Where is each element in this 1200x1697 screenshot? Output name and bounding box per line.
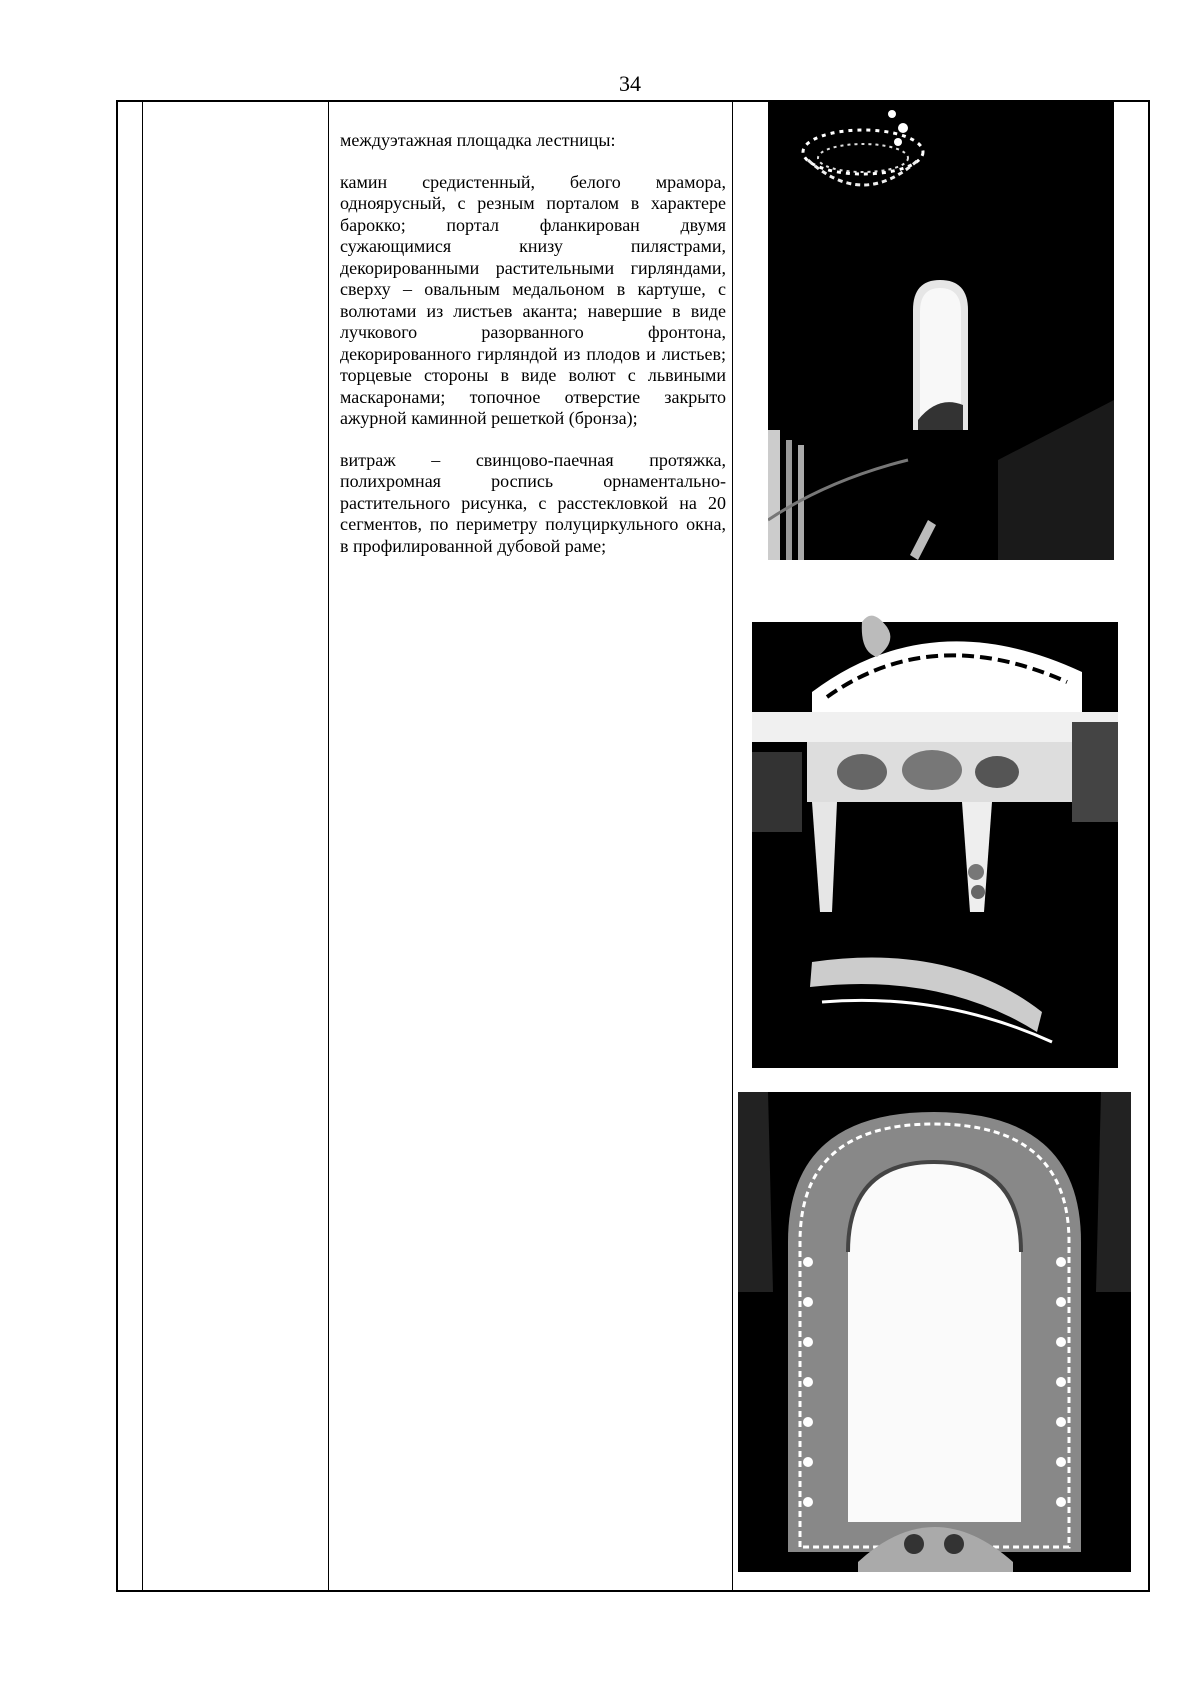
stained-glass-window-photo bbox=[738, 1092, 1131, 1584]
staircase-landing-photo bbox=[768, 100, 1114, 560]
column-divider bbox=[142, 102, 143, 1590]
page-number: 34 bbox=[619, 71, 641, 96]
fireplace-photo bbox=[752, 582, 1118, 1068]
column-divider bbox=[328, 102, 329, 1590]
column-divider bbox=[732, 102, 733, 1590]
stained-glass-description: витраж – свинцово-паечная протяжка, полихромная роспись орнаментально-растительного рисунка, с расстекловкой на 20 сегментов, по периметру полуциркульного окна, в профилированной дубовой раме; bbox=[340, 449, 726, 556]
fireplace-description: камин средистенный, белого мрамора, одноярусный, с резным порталом в характере барокко; портал фланкирован двумя сужающимися книзу пилястрами, декорированными растительными гирляндами, сверху – овальным медальоном в картуше, с волютами из листьев аканта; навершие в виде лучкового разорванного фронтона, декорированного гирляндой из плодов и листьев; торцевые стороны в виде волют с львиными маскаронами; топочное отверстие закрыто ажурной каминной решеткой (бронза); bbox=[340, 171, 726, 428]
description-cell bbox=[340, 130, 726, 577]
section-heading: междуэтажная площадка лестницы: bbox=[340, 130, 616, 150]
